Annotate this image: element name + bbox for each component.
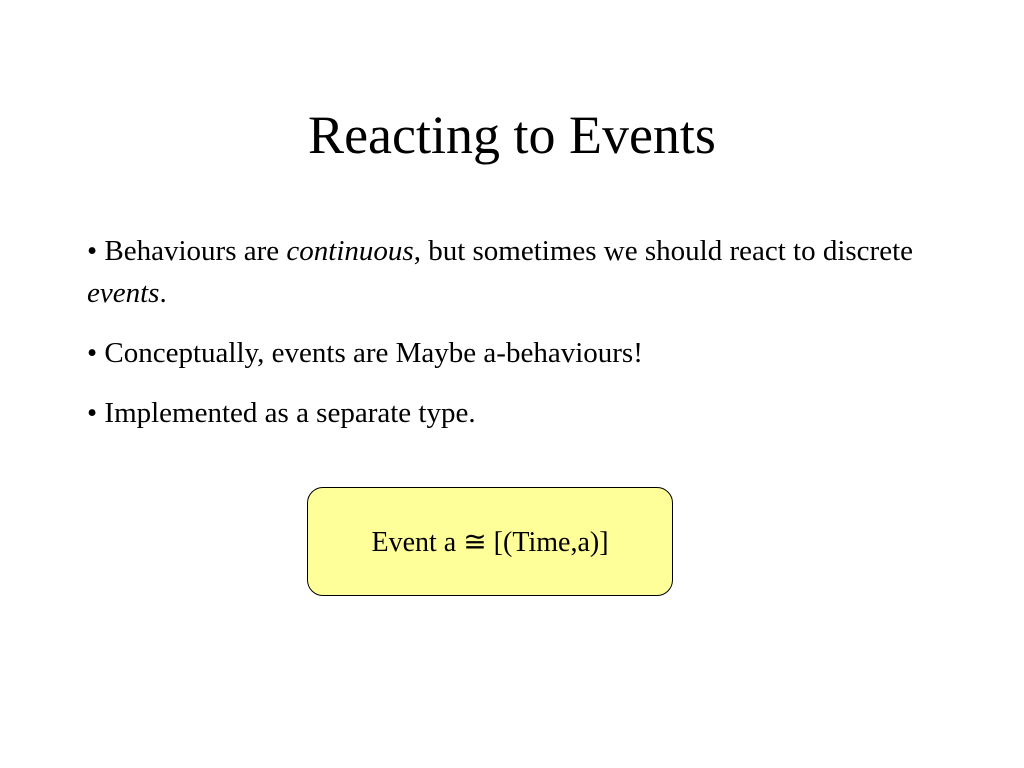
bullet-item-behaviours — [87, 230, 937, 314]
bullet-text-before: Behaviours are — [104, 235, 287, 267]
slide-title: Reacting to Events — [308, 105, 716, 165]
bullet-marker: • — [87, 397, 98, 429]
bullet-text-middle: , but sometimes we should react to discrete — [413, 235, 914, 267]
bullet-emphasis-events: events — [87, 277, 160, 309]
bullet-item-implemented — [87, 392, 937, 434]
bullet-emphasis-continuous: continuous — [286, 235, 414, 267]
bullet-marker: • — [87, 235, 98, 267]
bullet-marker: • — [87, 337, 98, 369]
bullet-text: Conceptually, events are Maybe a-behaviours! — [104, 337, 643, 369]
type-definition-box — [307, 487, 673, 596]
bullet-list — [87, 230, 937, 452]
type-definition-text: Event a ≅ [(Time,a)] — [371, 526, 609, 558]
bullet-text: Implemented as a separate type. — [104, 397, 476, 429]
bullet-item-conceptually — [87, 332, 937, 374]
bullet-text-after: . — [159, 277, 167, 309]
